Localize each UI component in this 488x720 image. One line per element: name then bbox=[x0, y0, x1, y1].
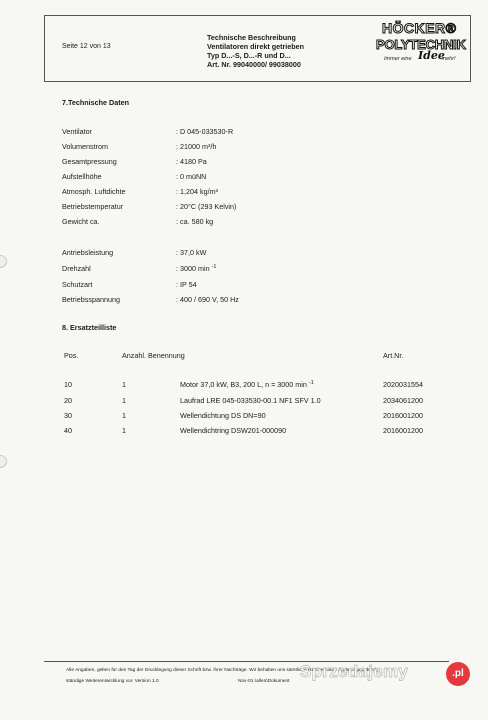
title-line: Ventilatoren direkt getrieben bbox=[207, 42, 305, 51]
logo-script: Idee bbox=[418, 49, 445, 62]
page-number: Seite 12 von 13 bbox=[62, 43, 111, 50]
company-logo bbox=[376, 20, 466, 70]
title-line: Typ D...-S, D...-R und D... bbox=[207, 51, 291, 60]
logo-tagline: Immer eine mehr! bbox=[384, 56, 456, 62]
footer-version: ständige Weiterentwicklung vor. Version 1.0 Nov-01 \allen\Dokument bbox=[66, 679, 290, 684]
punch-hole bbox=[0, 455, 7, 468]
col-artnr: Art.Nr. bbox=[383, 351, 404, 360]
logo-line1: HÖCKER® bbox=[382, 20, 457, 36]
col-pos: Pos. bbox=[64, 351, 79, 360]
watermark bbox=[300, 660, 486, 692]
title-line: Technische Beschreibung bbox=[207, 33, 296, 42]
watermark-text: Sprzedajemy bbox=[300, 662, 409, 681]
title-line: Art. Nr. 99040000/ 99038000 bbox=[207, 60, 301, 69]
footer-disclaimer: Alle Angaben, gelten für den Tag der Drucklegung dieser Schrift bzw. ihrer Nachträge. Wir behalten uns sämtliche Rechte sowie Änderungen durch bbox=[66, 668, 378, 673]
tech-data-heading: 7.Technische Daten bbox=[62, 98, 129, 107]
parts-list-heading: 8. Ersatzteilliste bbox=[62, 323, 117, 332]
col-anzahl-benennung: Anzahl. Benennung bbox=[122, 351, 185, 360]
punch-hole bbox=[0, 255, 7, 268]
document-title bbox=[207, 33, 304, 69]
logo-line2: POLYTECHNIK bbox=[376, 37, 466, 52]
document-page: Seite 12 von 13 Technische Beschreibung Ventilatoren direkt getrieben Typ D...-S, D...-R und D... Art. Nr. 99040000/ 99038000 HÖCKER® POLYTECHNIK Immer eine mehr! Idee 7.Technische Daten Ventilator : D 045-033530-R Volumenstrom : 21000 m³/h Gesamtpressung : 4180 Pa Aufstellhöhe : 0 müNN Atmosph. Luftdichte : 1,204 kg/m³ Betriebstemperatur : 20°C (293 Kelvin) Gewicht ca. : ca. 580 kg Antriebsleistung : 37,0 kW Drehzahl : 3000 min $^{-1}$ Schutzart : IP 54 Betriebsspannung : 400 / 690 V, 50 Hz 8. Ersatzteilliste Pos. Anzahl. Benennung Art.Nr. 10 1 Motor 37,0 kW, B3, 200 L, n = 3000 min $^{-1}$ 2020031554 20 1 Laufrad LRE 045-033530-00.1 NF1 SFV 1.0 2034061200 30 1 Wellendichtung DS DN=90 2016001200 40 1 Wellendichtring DSW201-000090 2016001200 Alle Angaben, gelten für den Tag der Drucklegung dieser Schrift bzw. ihrer Nachträge. Wir behalten uns sämtliche Rechte sowie Änderungen durch ständige Weiterentwicklung vor. Version 1.0 Nov-01 \allen\Dokument Sprzedajemy .pl bbox=[0, 0, 488, 720]
watermark-badge: .pl bbox=[446, 662, 470, 686]
